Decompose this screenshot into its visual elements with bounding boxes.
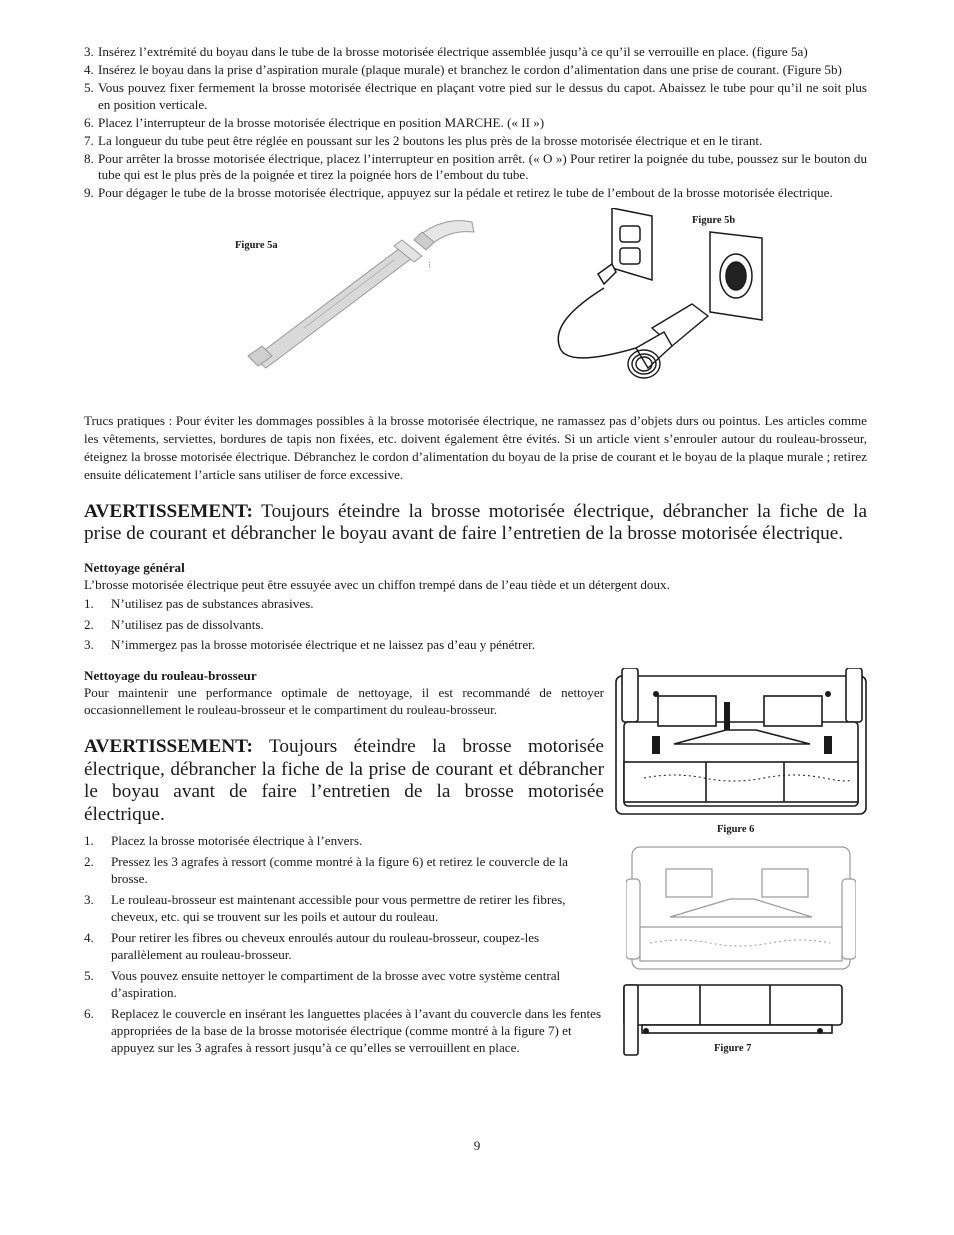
warning-label: AVERTISSEMENT: <box>84 500 253 522</box>
list-item: 2. Pressez les 3 agrafes à ressort (comme montré à la figure 6) et retirez le couvercle de la brosse. <box>84 853 568 887</box>
list-item: 5. Vous pouvez ensuite nettoyer le compartiment de la brosse avec votre système central d’aspiration. <box>84 967 561 1000</box>
general-cleaning-intro: L’brosse motorisée électrique peut être essuyée avec un chiffon trempé dans de l’eau tiède et un détergent doux. <box>84 576 670 592</box>
step-item: 3. Insérez l’extrémité du boyau dans le tube de la brosse motorisée électrique assemblée jusqu’à ce qu’il se verrouille en place. (figure 5a) <box>84 44 808 59</box>
step-item: 5. Vous pouvez fixer fermement la brosse motorisée électrique en plaçant votre pied sur le dessus du capot. Abaissez le tube pour qu’il ne soit plus en position verticale. <box>84 80 867 112</box>
warning-block-2 <box>84 736 604 826</box>
roller-cleaning-intro: Pour maintenir une performance optimale de nettoyage, il est recommandé de nettoyer occasionnellement le rouleau-brosseur et le compartiment du rouleau-brosseur. <box>84 684 604 717</box>
warning-label-2: AVERTISSEMENT: <box>84 735 253 757</box>
figure-7-caption: Figure 7 <box>714 1042 752 1054</box>
figure-7-brush-underside <box>626 843 856 973</box>
list-item: 1. Placez la brosse motorisée électrique à l’envers. <box>84 833 363 849</box>
list-item: 3. N’immergez pas la brosse motorisée électrique et ne laissez pas d’eau y pénétrer. <box>84 637 536 653</box>
list-item: 1. N’utilisez pas de substances abrasives. <box>84 595 314 611</box>
warning-text: Toujours éteindre la brosse motorisée électrique, débrancher la fiche de la prise de courant et débrancher le boyau avant de faire l’entretien de la brosse motorisée électrique. <box>84 500 867 545</box>
general-cleaning-title: Nettoyage général <box>84 559 185 575</box>
general-cleaning-list <box>84 595 867 654</box>
roller-cleaning-text-column <box>84 668 604 1056</box>
list-item: 4. Pour retirer les fibres ou cheveux enroulés autour du rouleau-brosseur, coupez-les parallèlement au rouleau-brosseur. <box>84 929 540 963</box>
list-item: 3. Le rouleau-brosseur est maintenant accessible pour vous permettre de retirer les fibres, cheveux, etc. qui se trouvent sur les poils et autour du rouleau. <box>84 891 566 925</box>
step-item: 4. Insérez le boyau dans la prise d’aspiration murale (plaque murale) et branchez le cordon d’alimentation dans une prise de courant. (Figure 5b) <box>84 62 842 77</box>
page-content <box>84 44 867 1060</box>
roller-cleaning-title: Nettoyage du rouleau-brosseur <box>84 667 257 683</box>
figure-5b-outlet-illustration <box>552 208 772 398</box>
figure-6-caption: Figure 6 <box>717 823 755 835</box>
figure-row-5 <box>84 208 867 398</box>
figure-6-brush-underside <box>614 668 870 818</box>
figure-5a-tube-illustration <box>244 218 484 378</box>
roller-figures-column <box>614 668 870 1072</box>
step-item: 7. La longueur du tube peut être réglée en poussant sur les 2 boutons les plus près de la brosse motorisée électrique et en le tirant. <box>84 132 763 148</box>
page-number: 9 <box>473 1138 481 1153</box>
steps-top-list <box>84 44 867 202</box>
figure-5a-caption: Figure 5a <box>235 239 278 251</box>
roller-cleaning-section <box>84 668 867 1056</box>
step-item: 9. Pour dégager le tube de la brosse motorisée électrique, appuyez sur la pédale et retirez le tube de l’embout de la brosse motorisée électrique. <box>84 185 833 200</box>
svg-text:⁝: ⁝ <box>428 260 431 271</box>
figure-5b-caption: Figure 5b <box>692 214 736 226</box>
step-item: 6. Placez l’interrupteur de la brosse motorisée électrique en position MARCHE. (« II ») <box>84 114 545 130</box>
roller-cleaning-list <box>84 832 604 1056</box>
warning-text-2: Toujours éteindre la brosse motorisée électrique, débrancher la fiche de la prise de courant et débrancher le boyau avant de faire l’entretien de la brosse motorisée électrique. <box>84 735 604 825</box>
list-item: 6. Replacez le couvercle en insérant les languettes placées à l’avant du couvercle dans les fentes appropriées de la base de la brosse motorisée électrique (comme montré à la figure 7) et appuyez sur les 3 agrafes à ressort jusqu’à ce qu’elles se verrouillent en place. <box>84 1005 602 1056</box>
warning-block <box>84 501 867 546</box>
step-item: 8. Pour arrêter la brosse motorisée électrique, placez l’interrupteur en position arrêt. (« O ») Pour retirer la poignée du tube, poussez sur le bouton du tube qui est le plus près de la poignée et tirez la poignée hors de l’embout du tube. <box>84 150 867 182</box>
list-item: 2. N’utilisez pas de dissolvants. <box>84 616 264 632</box>
tips-paragraph: Trucs pratiques : Pour éviter les dommages possibles à la brosse motorisée électrique, ne ramassez pas d’objets durs ou pointus. Les articles comme les vêtements, serviettes, bordures de tapis non fixées, etc. doivent également être évités. Si un article vient s’enrouler autour du rouleau-brosseur, éteignez la brosse motorisée électrique. Débranchez le cordon d’alimentation du boyau de la prise de courant et le boyau de la plaque murale ; retirez ensuite délicatement l’article sans utiliser de force excessive. <box>84 412 867 483</box>
